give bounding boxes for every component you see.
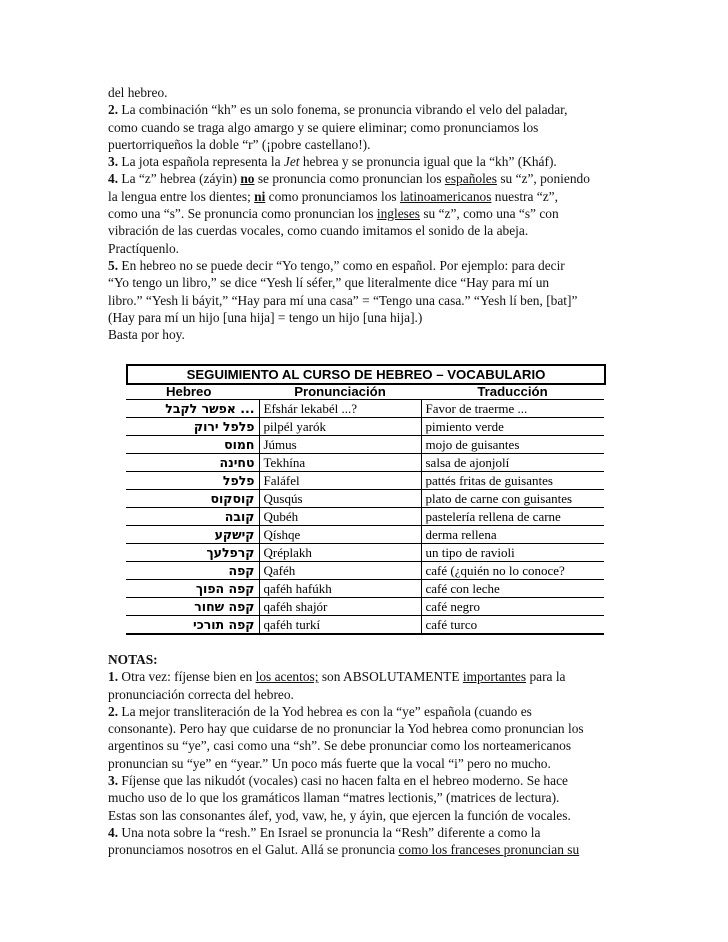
text-line [108, 686, 628, 703]
text-span: La “z” hebrea (záyin) [118, 171, 241, 187]
text-line [108, 205, 628, 222]
text-line [108, 755, 628, 772]
table-row [126, 526, 604, 544]
text-span: pronunciación correcta del hebreo. [108, 686, 294, 702]
table-row [126, 616, 604, 635]
hebrew-cell: קישקע [126, 526, 259, 544]
translation-cell: salsa de ajonjolí [421, 454, 604, 472]
pronunciation-cell: qaféh shajór [259, 598, 421, 616]
table-row [126, 472, 604, 490]
underlined-word: como los franceses pronuncian su [398, 842, 580, 858]
table-row [126, 436, 604, 454]
translation-cell: café (¿quién no lo conoce? [421, 562, 604, 580]
text-span: pronuncian su “ye” en “year.” Un poco más fuerte que la vocal “i” pero no mucho. [108, 755, 551, 771]
text-span: para la [526, 669, 566, 685]
underlined-word: los acentos; [255, 669, 319, 685]
text-line [108, 309, 628, 326]
table-row [126, 580, 604, 598]
text-span: vibración de las cuerdas vocales, como cuando imitamos el sonido de la abeja. [108, 223, 529, 239]
text-line [108, 292, 628, 309]
item-number: 4. [108, 171, 119, 187]
hebrew-cell: קובה [126, 508, 259, 526]
text-span: Basta por hoy. [108, 327, 185, 343]
text-span: pronunciamos nosotros en el Galut. Allá se pronuncia [108, 842, 399, 858]
item-number: 3. [108, 773, 119, 789]
text-span: como pronunciamos los [265, 188, 400, 204]
pronunciation-cell: qaféh hafúkh [259, 580, 421, 598]
header-hebrew: Hebreo [126, 383, 259, 400]
item-number: 2. [108, 102, 119, 118]
text-line [108, 720, 628, 737]
text-span: nuestra “z”, [491, 188, 558, 204]
underlined-word: latinoamericanos [399, 188, 492, 204]
item-number: 2. [108, 703, 119, 719]
pronunciation-cell: Faláfel [259, 472, 421, 490]
text-span: puertorriqueños la doble “r” (¡pobre castellano!). [108, 136, 371, 152]
text-span: argentinos su “ye”, casi como una “sh”. Se debe pronunciar como los norteamericanos [108, 738, 572, 754]
text-line [108, 170, 628, 187]
text-span: Estas son las consonantes álef, yod, vaw, he, y áyin, que ejercen la función de vocales. [108, 807, 571, 823]
text-span: son ABSOLUTAMENTE [318, 669, 463, 685]
text-line [108, 703, 628, 720]
header-translation: Traducción [421, 383, 604, 400]
underlined-word: importantes [462, 669, 527, 685]
text-line [108, 84, 628, 101]
translation-cell: un tipo de ravioli [421, 544, 604, 562]
pronunciation-cell: Júmus [259, 436, 421, 454]
text-line [108, 101, 628, 118]
translation-cell: plato de carne con guisantes [421, 490, 604, 508]
header-pronunciation: Pronunciación [259, 383, 421, 400]
translation-cell: mojo de guisantes [421, 436, 604, 454]
pronunciation-cell: Qréplakh [259, 544, 421, 562]
pronunciation-cell: Efshár lekabél ...? [259, 400, 421, 418]
text-line [108, 772, 628, 789]
table-row [126, 418, 604, 436]
table-row [126, 454, 604, 472]
hebrew-cell: חמוס [126, 436, 259, 454]
hebrew-cell: קפה [126, 562, 259, 580]
text-line [108, 841, 628, 858]
item-number: 5. [108, 257, 119, 273]
hebrew-cell: פלפל ירוק [126, 418, 259, 436]
emphasis-word: ni [254, 188, 266, 204]
hebrew-cell: פלפל [126, 472, 259, 490]
text-span: la lengua entre los dientes; [108, 188, 255, 204]
translation-cell: derma rellena [421, 526, 604, 544]
text-span: mucho uso de lo que los gramáticos llaman “matres lectionis,” (matrices de lectura). [108, 790, 560, 806]
translation-cell: café turco [421, 616, 604, 635]
hebrew-cell: טחינה [126, 454, 259, 472]
text-span: “Yo tengo un libro,” se dice “Yesh lí séfer,” que literalmente dice “Hay para mí un [108, 275, 550, 291]
translation-cell: café negro [421, 598, 604, 616]
table-row [126, 598, 604, 616]
vocab-title: SEGUIMIENTO AL CURSO DE HEBREO – VOCABULARIO [186, 367, 546, 382]
text-span: Otra vez: fíjense bien en [118, 669, 256, 685]
hebrew-cell: קפה שחור [126, 598, 259, 616]
intro-text [108, 84, 628, 343]
text-span: Una nota sobre la “resh.” En Israel se pronuncia la “Resh” diferente a como la [118, 824, 541, 840]
text-line [108, 136, 628, 153]
text-span: La combinación “kh” es un solo fonema, se pronuncia vibrando el velo del paladar, [118, 102, 568, 118]
text-line [108, 222, 628, 239]
hebrew-cell: קפה תורכי [126, 616, 259, 635]
text-span: su “z”, poniendo [496, 171, 590, 187]
text-line [108, 153, 628, 170]
table-row [126, 490, 604, 508]
text-span: hebrea y se pronuncia igual que la “kh” (Kháf). [299, 154, 557, 170]
text-span: La jota española representa la [118, 154, 284, 170]
text-line [108, 240, 628, 257]
pronunciation-cell: pilpél yarók [259, 418, 421, 436]
pronunciation-cell: Qíshqe [259, 526, 421, 544]
text-line [108, 188, 628, 205]
pronunciation-cell: Qaféh [259, 562, 421, 580]
pronunciation-cell: Qubéh [259, 508, 421, 526]
text-line [108, 668, 628, 685]
hebrew-cell: ... אפשר לקבל [126, 400, 259, 418]
translation-cell: pattés fritas de guisantes [421, 472, 604, 490]
table-header-row [126, 383, 604, 400]
translation-cell: pimiento verde [421, 418, 604, 436]
underlined-word: españoles [444, 171, 497, 187]
text-span: (Hay para mí un hijo [una hija] = tengo un hijo [una hija].) [108, 309, 423, 325]
text-line [108, 824, 628, 841]
item-number: 3. [108, 154, 119, 170]
text-span: La mejor transliteración de la Yod hebrea es con la “ye” española (cuando es [118, 703, 532, 719]
table-row [126, 400, 604, 418]
hebrew-cell: קוסקוס [126, 490, 259, 508]
translation-cell: pastelería rellena de carne [421, 508, 604, 526]
text-span: libro.” “Yesh li báyit,” “Hay para mí una casa” = “Tengo una casa.” “Yesh lí ben, [bat]” [108, 292, 578, 308]
item-number: 4. [108, 824, 119, 840]
underlined-word: ingleses [376, 206, 420, 222]
table-row [126, 544, 604, 562]
notes-heading: NOTAS: [108, 652, 158, 667]
pronunciation-cell: Tekhína [259, 454, 421, 472]
text-span: como cuando se traga algo amargo y se quiere eliminar; como pronunciamos los [108, 119, 539, 135]
hebrew-cell: קפה הפוך [126, 580, 259, 598]
item-number: 1. [108, 669, 119, 685]
text-line [108, 789, 628, 806]
pronunciation-cell: Qusqús [259, 490, 421, 508]
text-span: se pronuncia como pronuncian los [254, 171, 445, 187]
text-line [108, 807, 628, 824]
text-line [108, 326, 628, 343]
translation-cell: café con leche [421, 580, 604, 598]
vocab-table [126, 383, 604, 635]
pronunciation-cell: qaféh turkí [259, 616, 421, 635]
italic-word: Jet [283, 154, 300, 170]
text-span: su “z”, como una “s” con [420, 206, 559, 222]
table-row [126, 508, 604, 526]
text-span: del hebreo. [108, 85, 168, 100]
text-span: consonante). Pero hay que cuidarse de no pronunciar la Yod hebrea como pronuncian los [108, 721, 584, 737]
text-line [108, 257, 628, 274]
text-span: En hebreo no se puede decir “Yo tengo,” como en español. Por ejemplo: para decir [118, 257, 565, 273]
translation-cell: Favor de traerme ... [421, 400, 604, 418]
text-line [108, 737, 628, 754]
text-line [108, 274, 628, 291]
text-span: Practíquenlo. [108, 240, 180, 256]
hebrew-cell: קרפלעך [126, 544, 259, 562]
text-span: Fíjense que las nikudót (vocales) casi no hacen falta en el hebreo moderno. Se hace [118, 773, 568, 789]
vocab-title-box [126, 364, 606, 385]
table-row [126, 562, 604, 580]
text-line [108, 119, 628, 136]
notes-text [108, 651, 628, 859]
emphasis-word: no [240, 171, 255, 187]
text-span: como una “s”. Se pronuncia como pronuncian los [108, 206, 377, 222]
